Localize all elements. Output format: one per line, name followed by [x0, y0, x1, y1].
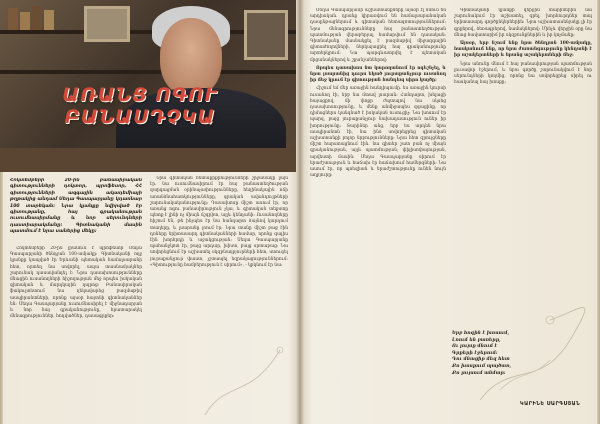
poem-line: Ու լույսը մնում է: [452, 344, 498, 350]
highlight-paragraph: Այսօր, երբ նշում ենք նրա ծննդյան 100-ամյակը, հասկանում ենք, որ նրա ժառանգությունը կենդանի է իր աշակերտների և նրանց աշակերտների մեջ:: [454, 41, 592, 59]
poem-line: Քո լույսում անմար:: [452, 370, 506, 376]
article-title-line1: ԱՌԱՆՑ ՈԳՈՒ: [62, 84, 218, 106]
article-lead: Հոկտեմբերի 20-ին բանասիրական գիտությունների դոկտոր, պրոֆեսոր, ՀՀ գիտությունների ազգային ակադեմիայի թղթակից անդամ Սեդա Գասպարյանը կդառնար 100 տարեկան: Նրա կյանքը նվիրված էր գիտությանը, հայ գրականության ուսումնասիրմանը և նոր սերունդների դաստիարակմանը: Գիտնականի մասին պատմում է նրա սաներից մեկը:: [10, 178, 142, 235]
article-title: [40, 84, 240, 128]
paragraph: Նրա գիտական հետաքրքրությունների շրջանակը լայն էր. նա ուսումնասիրում էր հայ բանաստեղծության զարգացման օրինաչափությունները, հեղինակային ոճի առանձնահատկությունները, գրական ավանդույթների շարունակականությունը: Դասախոսը միշտ ասում էր, որ առանց ոգու բանասիրություն չկա, և գիտական տեքստը պետք է լինի ոչ միայն ճշգրիտ, այլև կենդանի: Ուսանողները հիշում են, թե ինչպես էր նա հանդարտ ձայնով կարդում տաղերը, և լսարանը լռում էր: Նրա տանը միշտ բաց էին դռները երիտասարդ գիտնականների համար, որոնք գալիս էին խորհրդի և աջակցության: Սեդա Գասպարյանը պահանջկոտ էր, բայց արդար, խիստ, բայց սրտաբաց: Նա սովորեցնում էր աշխատել սկզբնաղբյուրների հետ, ստուգել յուրաքանչյուր փաստ, չշտապել եզրակացություններում: «Գիտությունը համբերություն է սիրում», - կրկնում էր նա:: [150, 176, 288, 268]
poem-line: Երբ հոգին է խոսում,: [452, 331, 510, 336]
left-column-1: [10, 246, 142, 418]
page-edge: [0, 172, 3, 424]
paragraph: Հոկտեմբերի 20-ին լրանում է պրոֆեսոր Սեդա Գասպարյանի ծննդյան 100-ամյակը: Գիտնականի ողջ կյանքը կապված էր Երևանի պետական համալսարանի հետ, որտեղ նա սովորել, ապա տասնամյակներ շարունակ դասավանդել է: Նրա դասախոսությունները մնացին ուսանողների հիշողության մեջ որպես իսկական գիտական և մարդկային դպրոց: Բանասիրական ֆակուլտետում նա ղեկավարեց բազմաթիվ ասպիրանտների, որոնք այսօր հայտնի գիտնականներ են: Սեդա Գասպարյանը ուսումնասիրել է միջնադարյան և նոր հայ գրականությունը, հրատարակել մենագրություններ, հոդվածներ, դասագրքեր:: [10, 246, 142, 320]
picture-frame: [244, 10, 288, 60]
article-title-line2: ԲԱՆԱՍԴՉԿԱ: [64, 106, 216, 128]
book: [32, 6, 42, 30]
page-gutter: [296, 0, 304, 424]
floral-ornament-icon: [200, 330, 290, 420]
paragraph: Նրա անունը մնում է հայ բանասիրության պատմության լուսավոր էջերում, և նրա գործը շարունակվում է նոր սերունդների կողմից, որոնց նա սովորեցրեց սիրել ու հասկանալ հայ խոսքը:: [454, 61, 592, 86]
article-author: ԿԱՐԻՆԵ ՍԱՐԳՍՅԱՆ: [520, 401, 581, 407]
desk: [0, 148, 296, 172]
shelf: [0, 70, 296, 74]
floral-ornament-icon: [470, 300, 590, 410]
poem-line: Քո խոսքում պայծառ,: [452, 363, 512, 369]
highlight-paragraph: Որպես դասախոս նա կարողանում էր ոգեշնչել, և նրա լսարանից դուրս եկած յուրաքանչյուր ուսանող իր մեջ կրում էր գիտության հանդեպ սիրո կայծը:: [310, 65, 446, 84]
paragraph: Հիշում եմ մեր առաջին հանդիպումը. ես առաջին կուրսի ուսանող էի, երբ նա մտավ լսարան: Հանդարտ, խելացի հայացքով, մի փոքր ժպտալով նա սկսեց դասախոսությունը, և մենք անմիջապես զգացինք, որ դիմացներս կանգնած է իսկական ուսուցիչ: Նա խոսում էր պարզ, բայց յուրաքանչյուր նախադասություն ուներ իր խորությունը: Տարիներ անց, երբ ես արդեն նրա ասպիրանտն էի, նա ինձ սովորեցրեց գիտական աշխատանքի բոլոր նրբությունները: Նրա հետ զրույցները միշտ հարստացնում էին. նա գիտեր շատ բան ոչ միայն գրականության, այլև պատմության, փիլիսոփայության, արվեստի մասին: Սեդա Գասպարյանը սիրում էր երաժշտություն և հաճախ էր հաճախում համերգների: Նա ասում էր, որ պոեզիան և երաժշտությունը ունեն նույն աղբյուրը:: [310, 86, 446, 179]
right-column-2: [454, 8, 592, 326]
poem-line: Դու մնացիր մեզ հետ: [452, 357, 510, 363]
poem-line: Լռում են բառերը,: [452, 337, 501, 343]
book: [20, 12, 30, 30]
book: [8, 8, 18, 30]
paragraph: Սեդա Գասպարյանի աշխատանքները այսօր էլ մնում են արդիական. դրանք կիրառվում են համալսարանական դասընթացներում և գիտական հետազոտություններում: Նրա մենագրությունները հայ բանաստեղծության պատմության վերաբերյալ համարվում են դասական: Գիտնականը մասնակցել է բազմաթիվ միջազգային գիտաժողովների, ներկայացրել հայ գրականությունը արտերկրում: Նա պարգևատրվել է պետական մրցանակներով և շքանշաններով:: [310, 8, 446, 63]
paragraph: Գիտնականի կյանքի վերջին տարիներին նա շարունակում էր աշխատել, գրել, խորհուրդներ տալ երիտասարդ գործընկերներին: Նրա աշխատասենյակը լի էր գրքերով, ձեռագրերով, նամակներով: Մինչև վերջին օրը նա մնաց հավատարիմ իր սկզբունքներին և իր կոչմանը:: [454, 8, 592, 38]
right-column-1: [310, 8, 446, 418]
picture-frame: [84, 6, 130, 42]
book: [44, 10, 54, 30]
poem-line: Գրքերի էջերում:: [452, 350, 498, 356]
